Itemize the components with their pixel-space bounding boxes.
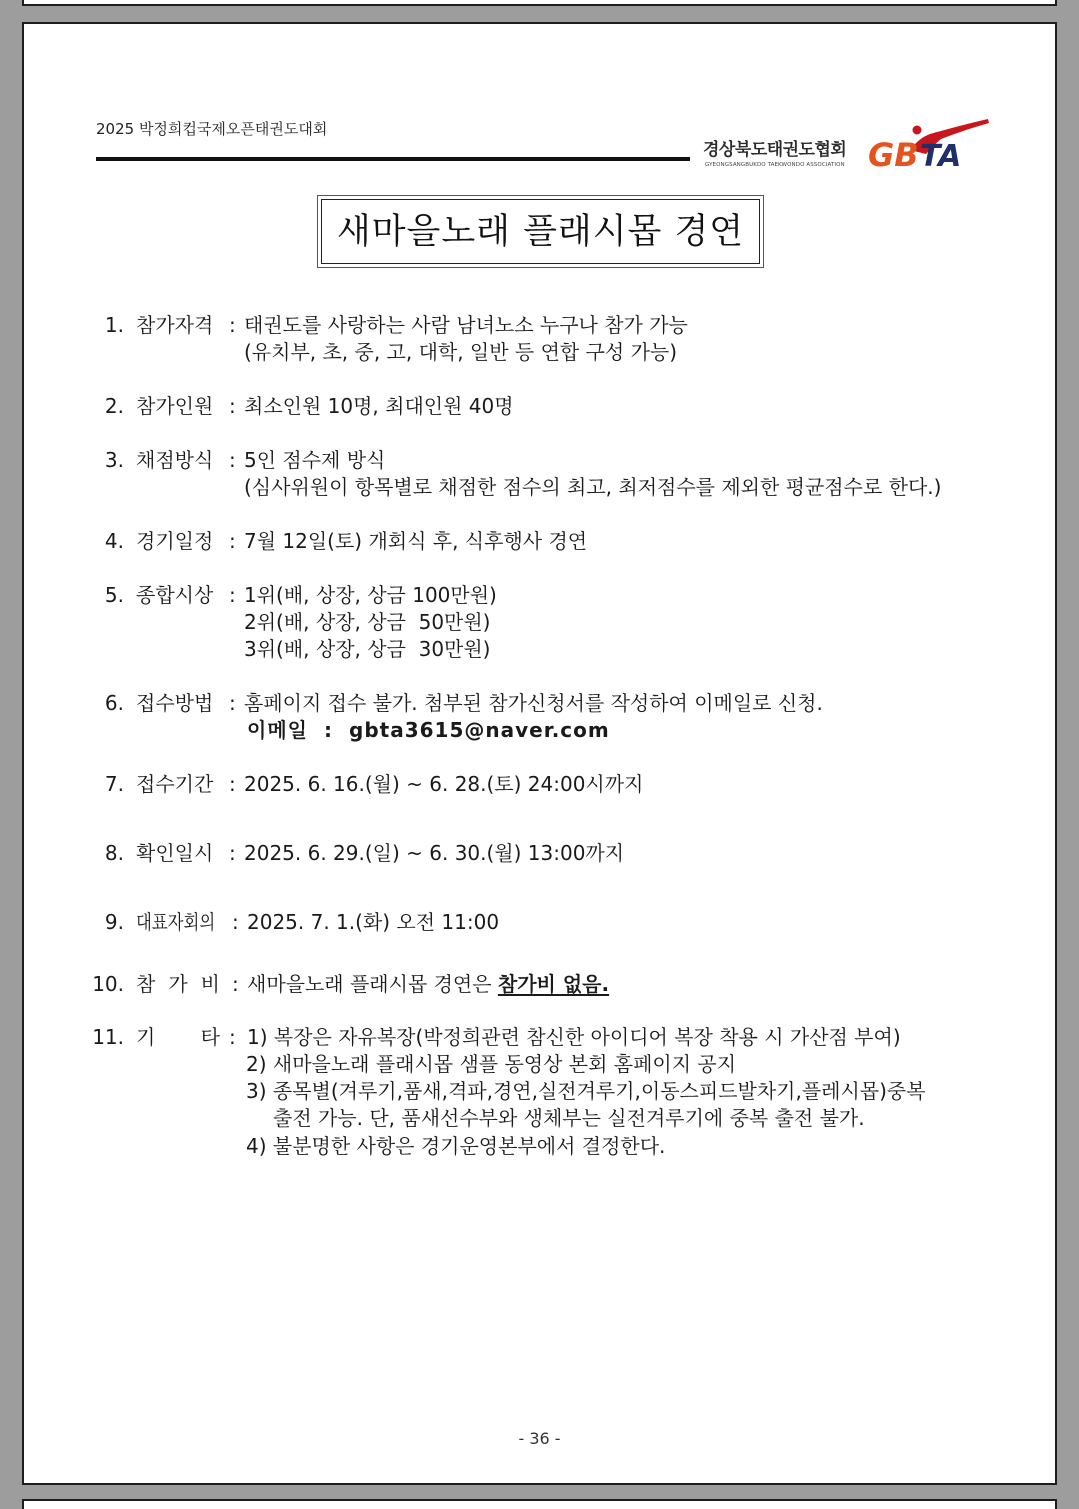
item-6: [24, 691, 1024, 715]
item-label: 참가자격: [136, 313, 214, 337]
item-8: [24, 841, 1024, 865]
item-11: [24, 1025, 1024, 1049]
item-number: 5.: [104, 583, 124, 607]
item-separator: :: [229, 691, 236, 715]
note-3-continued: 출전 가능. 단, 품새선수부와 생체부는 실전겨루기에 중복 출전 불가.: [273, 1106, 865, 1130]
item-separator: :: [229, 1025, 236, 1049]
email-line: [24, 718, 1024, 742]
item-4: [24, 529, 1024, 553]
item-5: [24, 583, 1024, 607]
item-label: 참가인원: [136, 394, 214, 418]
item-value: 2025. 7. 1.(화) 오전 11:00: [247, 910, 500, 934]
title-box: [317, 195, 764, 268]
email-separator: :: [324, 718, 333, 742]
item-label: 접수기간: [136, 772, 214, 796]
item-separator: :: [229, 772, 236, 796]
item-5-line-2: [24, 610, 1024, 634]
item-11-line-4: [24, 1106, 1024, 1130]
item-separator: :: [229, 529, 236, 553]
event-title: 2025 박정희컵국제오픈태권도대회: [96, 120, 328, 138]
item-number: 10.: [92, 972, 124, 996]
item-number: 6.: [104, 691, 124, 715]
item-3-line-2: [24, 475, 1024, 499]
title-box-inner: [321, 199, 760, 264]
item-number: 4.: [104, 529, 124, 553]
note-4: 4) 불분명한 사항은 경기운영본부에서 결정한다.: [246, 1134, 666, 1158]
email-label: 이메일: [247, 718, 308, 742]
prize-2nd: 2위(배, 상장, 상금 50만원): [244, 610, 491, 634]
logo-mark-gb: GB: [868, 136, 919, 174]
item-value: 태권도를 사랑하는 사람 남녀노소 누구나 참가 가능: [244, 313, 688, 337]
document-page: [22, 22, 1057, 1485]
item-separator: :: [229, 394, 236, 418]
item-separator: :: [232, 972, 239, 996]
fee-text: 새마을노래 플래시몹 경연은: [247, 972, 498, 996]
prize-3rd: 3위(배, 상장, 상금 30만원): [244, 637, 491, 661]
item-number: 2.: [104, 394, 124, 418]
item-value: 홈페이지 접수 불가. 첨부된 참가신청서를 작성하여 이메일로 신청.: [244, 691, 823, 715]
item-9: [24, 910, 1024, 934]
item-value: 2025. 6. 29.(일) ~ 6. 30.(월) 13:00까지: [244, 841, 625, 865]
item-value: 7월 12일(토) 개회식 후, 식후행사 경연: [244, 529, 588, 553]
item-value: (유치부, 초, 중, 고, 대학, 일반 등 연합 구성 가능): [244, 340, 678, 364]
item-separator: :: [229, 448, 236, 472]
page-number: - 36 -: [518, 1429, 561, 1448]
next-page-edge: [22, 1499, 1057, 1509]
item-10: [24, 972, 1024, 996]
item-1: [24, 313, 1024, 337]
item-3: [24, 448, 1024, 472]
item-11-line-2: [24, 1052, 1024, 1076]
item-separator: :: [229, 583, 236, 607]
item-number: 3.: [104, 448, 124, 472]
fee-emphasis: 참가비 없음.: [497, 972, 610, 996]
item-label: 확인일시: [136, 841, 214, 865]
item-number: 9.: [104, 910, 124, 934]
logo-mark-ta: TA: [920, 139, 962, 174]
item-label: 기 타: [136, 1025, 220, 1049]
prize-1st: 1위(배, 상장, 상금 100만원): [244, 583, 497, 607]
item-number: 8.: [104, 841, 124, 865]
association-name-en: GYEONGSANGBUKDO TAEKWONDO ASSOCIATION: [705, 162, 845, 168]
item-number: 11.: [92, 1025, 124, 1049]
item-11-line-5: [24, 1134, 1024, 1158]
page-title: 새마을노래 플래시몹 경연: [336, 211, 745, 252]
association-name: 경상북도태권도협회: [703, 140, 847, 160]
item-label: 종합시상: [136, 583, 214, 607]
gbta-logo-icon: [866, 118, 990, 174]
note-2: 2) 새마을노래 플래시몹 샘플 동영상 본회 홈페이지 공지: [246, 1052, 737, 1076]
item-7: [24, 772, 1024, 796]
item-value: 최소인원 10명, 최대인원 40명: [244, 394, 514, 418]
item-5-line-3: [24, 637, 1024, 661]
item-number: 1.: [104, 313, 124, 337]
item-value: [247, 972, 609, 996]
item-separator: :: [229, 313, 236, 337]
email-address: gbta3615@naver.com: [349, 718, 610, 742]
item-11-line-3: [24, 1079, 1024, 1103]
item-number: 7.: [104, 772, 124, 796]
logo-figure-head: [913, 126, 922, 135]
item-2: [24, 394, 1024, 418]
item-1-line-2: [24, 340, 1024, 364]
note-1: 1) 복장은 자유복장(박정희관련 참신한 아이디어 복장 착용 시 가산점 부여): [247, 1025, 901, 1049]
item-value: (심사위원이 항목별로 채점한 점수의 최고, 최저점수를 제외한 평균점수로 한다.): [244, 475, 942, 499]
item-label: 경기일정: [136, 529, 214, 553]
item-separator: :: [232, 910, 239, 934]
item-label: 참 가 비: [136, 972, 220, 996]
note-3: 3) 종목별(겨루기,품새,격파,경연,실전겨루기,이동스피드발차기,플레시몹)중복: [246, 1079, 926, 1103]
header-rule: [96, 157, 690, 161]
previous-page-edge: [22, 0, 1057, 6]
item-label: 접수방법: [136, 691, 214, 715]
item-value: 5인 점수제 방식: [244, 448, 386, 472]
item-value: 2025. 6. 16.(월) ~ 6. 28.(토) 24:00시까지: [244, 772, 644, 796]
item-label: 대표자회의: [136, 910, 216, 934]
item-separator: :: [229, 841, 236, 865]
item-label: 채점방식: [136, 448, 214, 472]
